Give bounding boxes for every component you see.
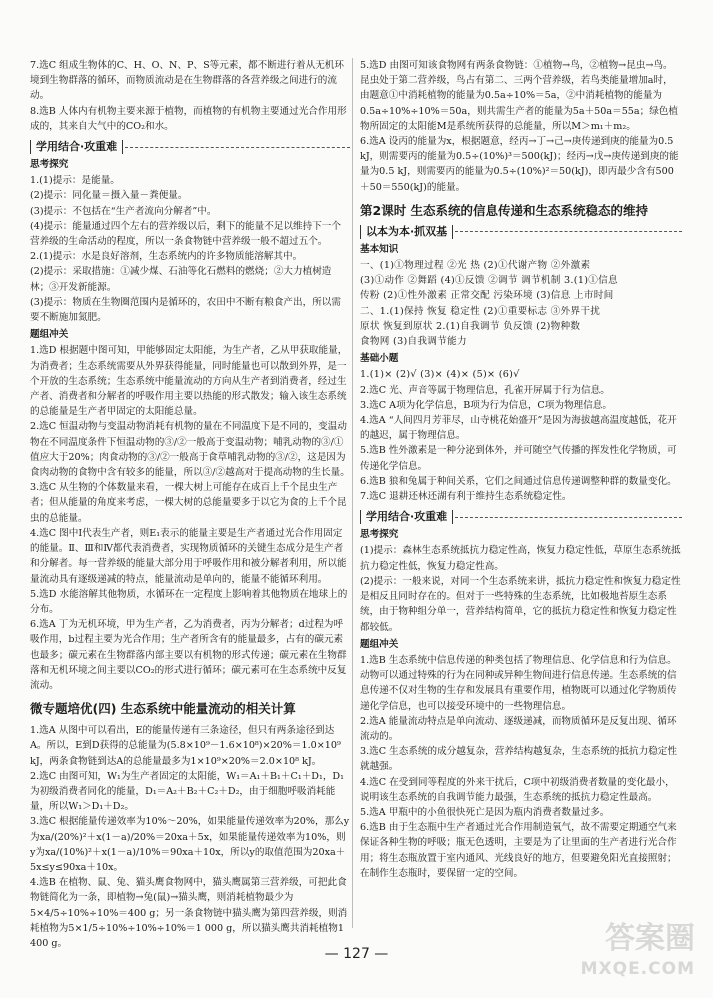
answer-paragraph: (4)提示：能量通过四个左右的营养级以后，剩下的能量不足以维持下一个营养级的生命活动的程度，所以一条食物链中营养级一般不超过五个。	[30, 220, 341, 248]
answer-paragraph: (2)提示：同化量＝摄入量－粪便量。	[30, 190, 188, 202]
answer-line: 一、(1)①物理过程 ②光 热 (2)①代谢产物 ②外激素	[360, 260, 591, 272]
answer-paragraph: 3.选C 根据能量传递效率为10%～20%，如果能量传递效率为20%，那么y为xa/(20%)²＋x(1－a)/20%＝20xa＋5x，如果能量传递效率为10%，则y为xa/(10%)²＋x(1－a)/10%＝90xa＋10x，所以y的取值范围为20xa＋5x≤y≤90xa＋10x。	[30, 816, 350, 873]
answer-paragraph: 3.选C A项为化学信息，B项为行为信息，C项为物理信息。	[360, 399, 612, 411]
section-heading-rule	[455, 517, 682, 518]
answer-paragraph: 3.选C 从生物的个体数量来看，一棵大树上可能存在成百上千个昆虫生产者；但从能量的角度来考虑，一棵大树的总能量要多于以它为食的上千个昆虫的总能量。	[30, 482, 347, 524]
answer-line: 1.(1)× (2)√ (3)× (4)× (5)× (6)√	[360, 369, 520, 381]
section-heading-rule	[125, 147, 350, 148]
subheading: 思考探究	[30, 159, 69, 171]
answer-paragraph: (3)提示：不包括在“生产者流向分解者”中。	[30, 205, 217, 217]
answer-paragraph: 1.选A 从图中可以看出，E的能量传递有三条途径，但只有两条途径到达A。所以，E到D获得的总能量为(5.8×10⁹－1.6×10⁸)×20%＝1.0×10⁹ kJ，两条食物链到达A的总能量最多为1×10⁹×20%＝2.0×10⁸ kJ。	[30, 725, 341, 767]
answer-paragraph: 2.选C 光、声音等属于物理信息，孔雀开屏属于行为信息。	[360, 384, 610, 396]
watermark-logo	[580, 921, 695, 984]
answer-paragraph: 4.选C 在受到同等程度的外来干扰后，C项中初级消费者数量的变化最小，说明该生态系统的自我调节能力最强，生态系统的抵抗力稳定性最高。	[360, 776, 675, 803]
answer-paragraph: 5.选D 由图可知该食物网有两条食物链：①植物→鸟，②植物→昆虫→鸟。昆虫处于第二营养级，鸟占有第二、三两个营养级，若鸟类能量增加a时，由题意①中消耗植物的能量为0.5a÷10%＝5a，②中消耗植物的能量为0.5a÷10%÷10%＝50a，则共需生产者的能量为5a＋50a＝55a；绿色植物所固定的太阳能M是系统所获得的总能量，所以M＞m₁＋m₂。	[360, 60, 678, 132]
subheading: 基础小题	[360, 353, 399, 365]
section-heading-label: 学用结合·攻重难	[360, 510, 453, 524]
answer-paragraph: 2.选C 恒温动物与变温动物消耗有机物的量在不同温度下是不同的，变温动物在不同温度条件下恒温动物的③/②一般高于变温动物；哺乳动物的③/①值应大于20%；肉食动物的③/②一般高于食草哺乳动物的③/②，这是因为食肉动物的食物中含有较多的能量，所以③/②越高对于提高动物的生长量。	[30, 421, 350, 479]
subheading: 题组冲关	[360, 638, 399, 650]
answer-paragraph: 8.选B 人体内有机物主要来源于植物，而植物的有机物主要通过光合作用形成的，其来自大气中的CO₂和水。	[30, 105, 347, 132]
answer-paragraph: 2.选C 由图可知，W₁为生产者固定的太阳能，W₁＝A₁＋B₁＋C₁＋D₁，D₁为初级消费者同化的能量，D₁＝A₂＋B₂＋C₂＋D₂，由于细胞呼吸消耗能量，所以W₁＞D₁＋D₂。	[30, 770, 344, 813]
section-heading-label: 以本为本·抓双基	[360, 225, 453, 239]
answer-paragraph: 1.(1)提示：是能量。	[30, 175, 120, 187]
subheading: 思考探究	[360, 529, 399, 541]
answer-paragraph: 6.选B 狼和兔属于种间关系，它们之间通过信息传递调整种群的数量变化。	[360, 475, 677, 487]
answer-line: 食物网 (3)自我调节能力	[360, 336, 467, 348]
page-number-dash-left: —	[324, 946, 344, 962]
answer-paragraph: 4.选C 图中Ⅰ代表生产者，则E₁表示的能量主要是生产者通过光合作用固定的能量。Ⅱ、Ⅲ和Ⅳ都代表消费者，实现物质循环的关键生态成分是生产者和分解者。每一营养级的能量大部分用于呼吸作用和被分解者利用，所以能量流动具有逐级递减的特点，能量流动是单向的，能量不能循环利用。	[30, 527, 347, 585]
answer-paragraph: 2.(1)提示：水是良好溶剂，生态系统内的许多物质能溶解其中。	[30, 251, 303, 263]
answer-paragraph: (2)提示：一般来说，对同一个生态系统来讲，抵抗力稳定性和恢复力稳定性是相反且同时存在的。但对于一些特殊的生态系统，比如极地苔原生态系统，由于物种组分单一，营养结构简单，它的抵抗力稳定性和恢复力稳定性都较低。	[360, 575, 681, 633]
left-column	[30, 58, 350, 951]
answer-paragraph: 1.选D 根据题中图可知，甲能够固定太阳能，为生产者，乙从甲获取能量，为消费者；生态系统需要从外界获得能量，同时能量也可以散到外界，是一个开放的生态系统；生态系统中能量流动的方向从生产者到消费者，经过生产者、消费者和分解者的呼吸作用主要以热能的形式散发；输入该生态系统的总能量是生产者甲固定的太阳能总量。	[30, 345, 348, 418]
page-number-dash-right: —	[369, 946, 389, 962]
lesson-title: 第2课时 生态系统的信息传递和生态系统稳态的维持	[360, 202, 649, 218]
answer-paragraph: 7.选C 退耕还林还湖有利于维持生态系统稳定性。	[360, 491, 572, 503]
subheading: 题组冲关	[30, 329, 69, 341]
page-number-value: 127	[343, 946, 370, 962]
answer-paragraph: 6.选A 设丙的能量为x，根据题意，经丙→丁→己→庚传递到庚的能量为0.5 kJ，则需要丙的能量为0.5÷(10%)³＝500(kJ)；经丙→戊→庚传递到庚的能量为0.5 kJ，则需要丙的能量为0.5÷(10%)²＝50(kJ)，即丙最少含有500＋50＝550(kJ)的能量。	[360, 136, 679, 193]
divider	[352, 58, 353, 928]
answer-line: 传粉 (2)①性外激素 正常交配 污染环境 (3)信息 上市时间	[360, 290, 614, 302]
answer-line: 二、1.(1)保持 恢复 稳定性 (2)①重要标志 ③外界干扰	[360, 305, 601, 317]
answer-paragraph: 5.选B 性外激素是一种分泌到体外，并可随空气传播的挥发性化学物质，可传递化学信息。	[360, 445, 677, 472]
right-column	[360, 58, 682, 881]
answer-paragraph: 4.选A “人间四月芳菲尽，山寺桃花始盛开”是因为海拔越高温度越低，花开的越迟，属于物理信息。	[360, 415, 677, 442]
answer-paragraph: 6.选B 由于生态瓶中生产者通过光合作用制造氧气，故不需要定期通空气来保证各种生物的呼吸；瓶无色透明，主要是为了让里面的生产者进行光合作用；将生态瓶放置于室内通风、光线良好的地方，但要避免阳光直接照射；在制作生态瓶时，要保留一定的空间。	[360, 822, 677, 879]
watermark-text: 答案圈	[605, 921, 695, 956]
answer-paragraph: (1)提示：森林生态系统抵抗力稳定性高，恢复力稳定性低，草原生态系统抵抗力稳定性低，恢复力稳定性高。	[360, 545, 681, 572]
answer-paragraph: 1.选B 生态系统中信息传递的种类包括了物理信息、化学信息和行为信息。动物可以通过特殊的行为在同种或异种生物间进行信息传递。生态系统的信息传递不仅对生物的生存和发展具有重要作用，植物既可以通过化学物质传递化学信息，也可以接受环境中的一些物理信息。	[360, 654, 677, 712]
answer-paragraph: 6.选A 丁为无机环境，甲为生产者，乙为消费者，丙为分解者；d过程为呼吸作用，b过程主要为光合作用；生产者所含有的能量最多，占有的碳元素也最多；碳元素在生物群落内部主要以有机物的形式传递；碳元素在生物群落和无机环境之间主要以CO₂的形式进行循环；碳元素可在生态系统中反复流动。	[30, 619, 347, 691]
answer-line: 原状 恢复到原状 2.(1)自我调节 负反馈 (2)物种数	[360, 320, 581, 332]
subheading: 基本知识	[360, 243, 399, 255]
answer-paragraph: (3)提示：物质在生物圈范围内是循环的，农田中不断有粮食产出，所以需要不断施加氮肥。	[30, 296, 341, 324]
answer-paragraph: 7.选C 组成生物体的C、H、O、N、P、S等元素，都不断进行着从无机环境到生物群落的循环，而物质流动是在生物群落的各营养级之间进行的流动。	[30, 60, 344, 102]
section-heading	[30, 140, 350, 154]
lesson-title: 微专题培优(四) 生态系统中能量流动的相关计算	[30, 701, 296, 717]
watermark-url: MXQE.COM	[580, 959, 695, 979]
answer-paragraph: 5.选D 水能溶解其他物质，水循环在一定程度上影响着其他物质在地球上的分布。	[30, 588, 348, 615]
section-heading	[360, 225, 682, 239]
section-heading	[360, 510, 682, 524]
answer-paragraph: (2)提示：采取措施：①减少煤、石油等化石燃料的燃烧；②大力植树造林；③开发新能源。	[30, 266, 332, 293]
answer-line: (3)①动作 ②舞蹈 (4)①反馈 ②调节 调节机制 3.(1)①信息	[360, 275, 618, 287]
section-heading-rule	[455, 231, 682, 232]
answer-paragraph: 2.选A 能量流动特点是单向流动、逐级递减，而物质循环是反复出现、循环流动的。	[360, 715, 677, 742]
answer-paragraph: 4.选B 在植物、鼠、兔、猫头鹰食物网中，猫头鹰属第三营养级，可把此食物链简化为一条，即植物→兔(鼠)→猫头鹰，则消耗植物最少为5×4/5÷10%÷10%＝400 g；另一条食物链中猫头鹰为第四营养级，则消耗植物为5×1/5÷10%÷10%÷10%＝1 000 g，所以猫头鹰共消耗植物1 400 g。	[30, 877, 348, 949]
section-heading-label: 学用结合·攻重难	[30, 140, 123, 154]
answer-paragraph: 5.选A 甲瓶中的小鱼很快死亡是因为瓶内消费者数量过多。	[360, 806, 610, 818]
answer-paragraph: 3.选C 生态系统的成分越复杂，营养结构越复杂，生态系统的抵抗力稳定性就越强。	[360, 746, 677, 773]
